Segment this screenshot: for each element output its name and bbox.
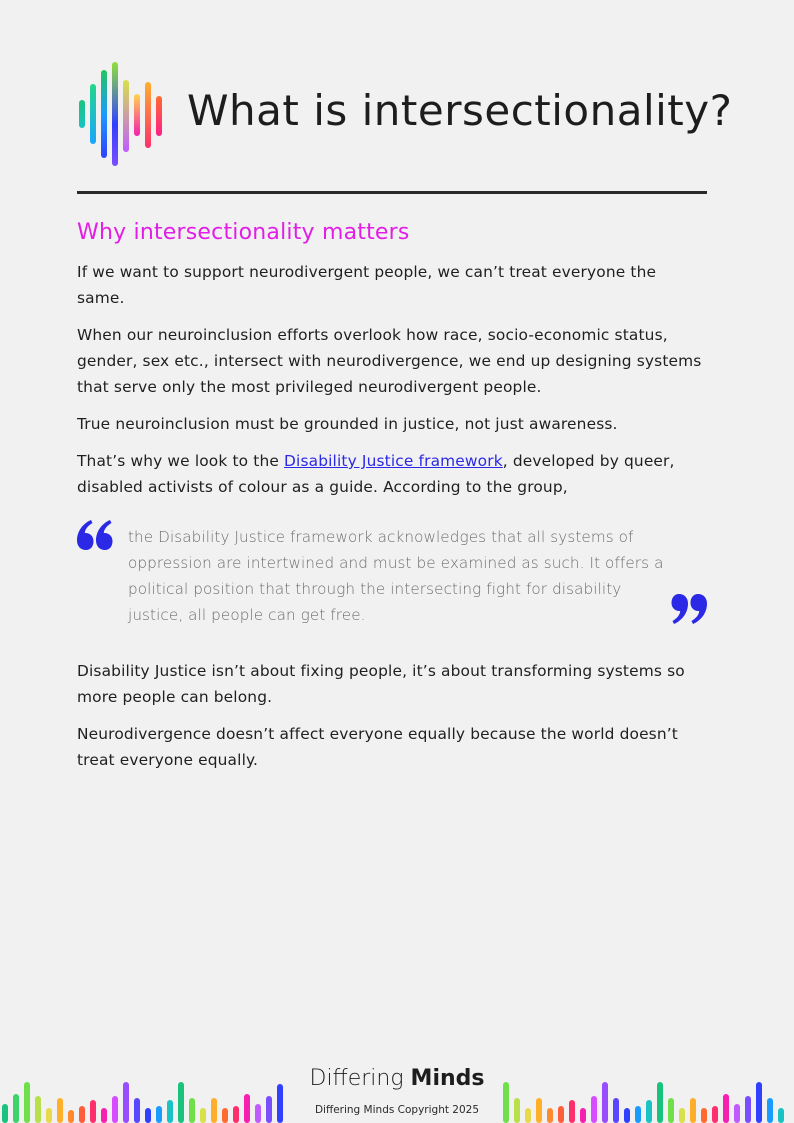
footer-brand-logo — [296, 1066, 498, 1091]
footer-soundwave-left-icon — [0, 1080, 296, 1123]
framework-text-after: , developed by queer, disabled activists of colour as a guide. According to the group, — [77, 452, 675, 496]
paragraph-overlook: When our neuroinclusion efforts overlook how race, socio-economic status, gender, sex etc., intersect with neurodivergence, we end up designing systems that serve only the most privileged neurodivergent people. — [77, 326, 702, 396]
footer-soundwave-right-icon — [498, 1080, 794, 1123]
page-footer — [0, 1060, 794, 1123]
close-quote-icon — [671, 594, 707, 624]
page-title: What is intersectionality? — [187, 86, 733, 135]
header-divider — [77, 191, 707, 194]
page-header — [77, 62, 733, 166]
framework-text-before: That’s why we look to the — [77, 452, 285, 470]
blockquote — [77, 524, 707, 632]
paragraph-support: If we want to support neurodivergent people, we can’t treat everyone the same. — [77, 263, 657, 307]
quote-text: the Disability Justice framework acknowledges that all systems of oppression are intertwined and must be examined as such. It offers a political position that through the intersecting fight for disability justice, all people can get free. — [128, 528, 664, 624]
footer-copyright: Differing Minds Copyright 2025 — [314, 1104, 480, 1116]
soundwave-bars-icon — [77, 62, 167, 166]
section-heading: Why intersectionality matters — [77, 220, 410, 245]
paragraph-justice: True neuroinclusion must be grounded in justice, not just awareness. — [77, 415, 618, 433]
main-content — [77, 220, 707, 784]
disability-justice-link[interactable]: Disability Justice framework — [284, 452, 503, 470]
brand-light-text: Differing — [309, 1066, 411, 1091]
open-quote-icon — [77, 520, 113, 550]
paragraph-transforming: Disability Justice isn’t about fixing people, it’s about transforming systems so more people can belong. — [77, 662, 685, 706]
paragraph-framework — [77, 448, 707, 500]
paragraph-equally: Neurodivergence doesn’t affect everyone equally because the world doesn’t treat everyone equally. — [77, 725, 678, 769]
brand-bold-text: Minds — [410, 1066, 485, 1091]
